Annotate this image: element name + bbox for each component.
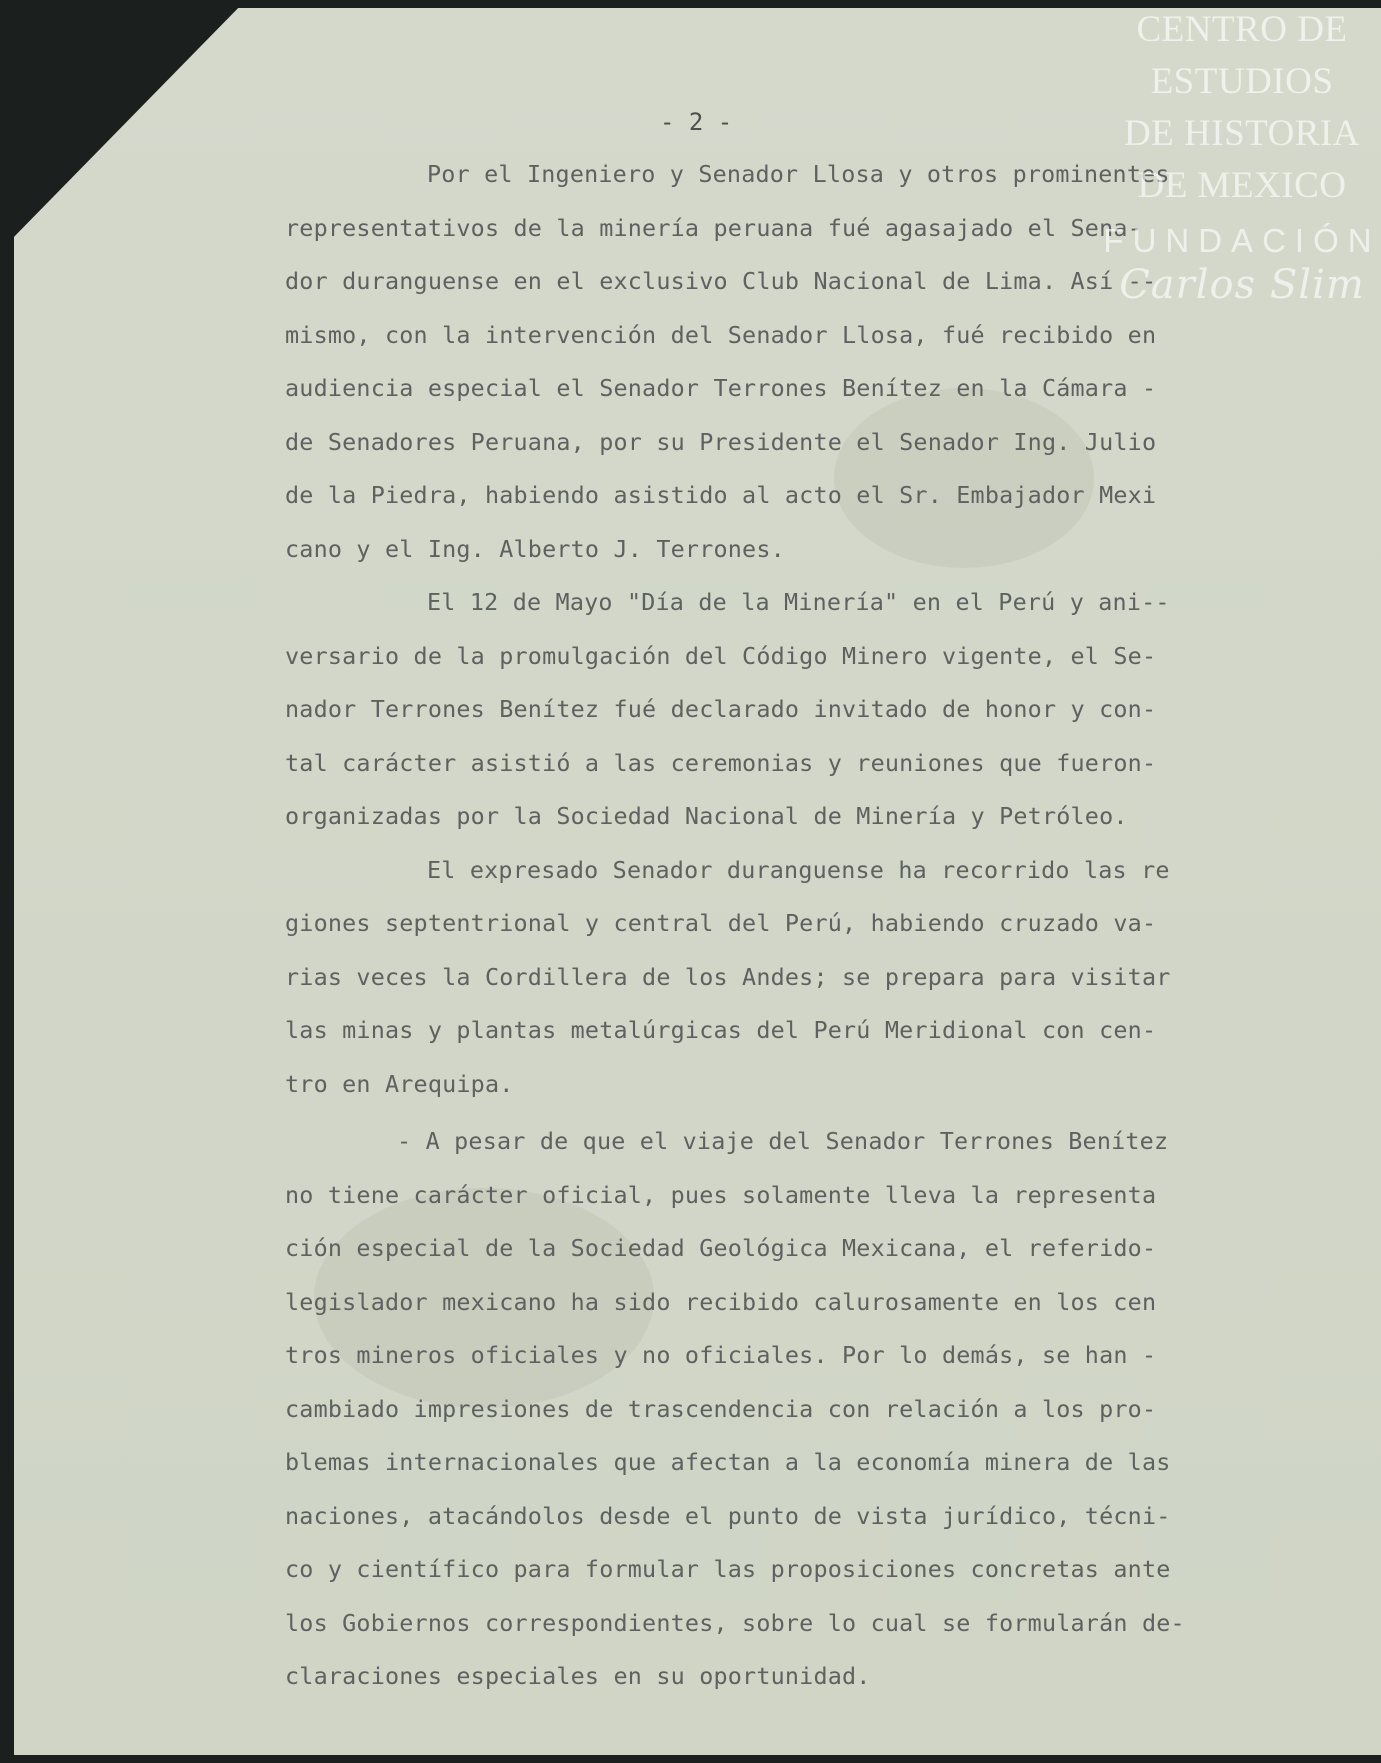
text-line: audiencia especial el Senador Terrones Benítez en la Cámara - xyxy=(285,374,1157,402)
text-line: rias veces la Cordillera de los Andes; se prepara para visitar xyxy=(285,962,1171,991)
text-line: versario de la promulgación del Código Minero vigente, el Se- xyxy=(285,641,1157,670)
text-line: Por el Ingeniero y Senador Llosa y otros prominentes xyxy=(427,160,1170,188)
text-line: cano y el Ing. Alberto J. Terrones. xyxy=(285,534,785,563)
text-line: de Senadores Peruana, por su Presidente el Senador Ing. Julio xyxy=(285,427,1157,456)
text-line: tal carácter asistió a las ceremonias y reuniones que fueron- xyxy=(285,748,1157,777)
watermark-foundation: FUNDACIÓN xyxy=(1103,222,1381,259)
text-line: legislador mexicano ha sido recibido calurosamente en los cen xyxy=(285,1287,1157,1316)
text-line: ción especial de la Sociedad Geológica Mexicana, el referido- xyxy=(285,1234,1157,1262)
text-line: claraciones especiales en su oportunidad. xyxy=(285,1662,871,1690)
page-number: - 2 - xyxy=(660,108,733,136)
archive-watermark xyxy=(1103,0,1381,375)
text-line: tros mineros oficiales y no oficiales. Por lo demás, se han - xyxy=(285,1341,1157,1369)
text-line: - A pesar de que el viaje del Senador Terrones Benítez xyxy=(397,1127,1169,1155)
text-line: tro en Arequipa. xyxy=(285,1069,514,1098)
text-line: de la Piedra, habiendo asistido al acto el Sr. Embajador Mexi xyxy=(285,481,1157,509)
text-line: los Gobiernos correspondientes, sobre lo cual se formularán de- xyxy=(285,1608,1185,1637)
paragraph-2 xyxy=(285,576,1285,844)
text-line: dor duranguense en el exclusivo Club Nacional de Lima. Así -- xyxy=(285,267,1157,295)
text-line: blemas internacionales que afectan a la economía minera de las xyxy=(285,1448,1171,1476)
text-line: mismo, con la intervención del Senador Llosa, fué recibido en xyxy=(285,320,1157,349)
text-line: no tiene carácter oficial, pues solamente lleva la representa xyxy=(285,1180,1157,1209)
watermark-line: ESTUDIOS xyxy=(1150,61,1334,102)
text-line: El 12 de Mayo "Día de la Minería" en el Perú y ani-- xyxy=(427,588,1170,616)
text-line: organizadas por la Sociedad Nacional de Minería y Petróleo. xyxy=(285,802,1128,830)
paragraph-4 xyxy=(285,1115,1285,1704)
text-line: co y científico para formular las proposiciones concretas ante xyxy=(285,1555,1171,1583)
text-line: cambiado impresiones de trascendencia con relación a los pro- xyxy=(285,1394,1157,1423)
text-line: las minas y plantas metalúrgicas del Perú Meridional con cen- xyxy=(285,1016,1157,1044)
text-line: nador Terrones Benítez fué declarado invitado de honor y con- xyxy=(285,695,1157,723)
watermark-line: DE MEXICO xyxy=(1137,165,1347,206)
watermark-signature: Carlos Slim xyxy=(1119,262,1365,308)
paragraph-3 xyxy=(285,844,1285,1112)
text-line: naciones, atacándolos desde el punto de vista jurídico, técni- xyxy=(285,1501,1171,1530)
text-line: giones septentrional y central del Perú, habiendo cruzado va- xyxy=(285,909,1157,937)
text-line: El expresado Senador duranguense ha recorrido las re xyxy=(427,855,1170,884)
watermark-line: CENTRO DE xyxy=(1136,9,1348,50)
watermark-line: DE HISTORIA xyxy=(1123,113,1361,154)
text-line: representativos de la minería peruana fué agasajado el Sena- xyxy=(285,213,1142,242)
